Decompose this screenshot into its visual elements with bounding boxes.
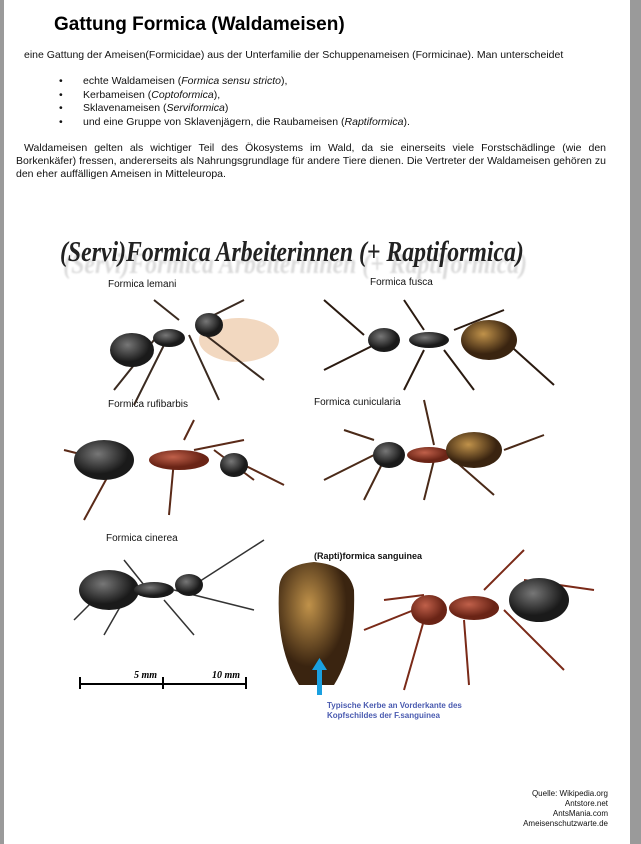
ant-lemani xyxy=(110,300,279,405)
subgenus-list xyxy=(59,75,410,129)
scale-tick xyxy=(162,677,164,689)
ant-fusca xyxy=(324,300,554,390)
list-item: • echte Waldameisen (Formica sensu stricto), xyxy=(59,75,410,89)
species-label: Formica rufibarbis xyxy=(108,399,189,410)
list-item: • Sklavenameisen (Serviformica) xyxy=(59,102,410,116)
page-title: Gattung Formica (Waldameisen) xyxy=(54,14,345,35)
species-label: Formica fusca xyxy=(370,277,433,288)
scale-label-5mm: 5 mm xyxy=(134,670,158,681)
ant-sanguinea xyxy=(364,550,594,690)
species-label: Formica lemani xyxy=(108,279,177,290)
species-label: Formica cinerea xyxy=(106,533,178,544)
scale-tick xyxy=(245,677,247,689)
ant-cunicularia xyxy=(324,400,544,500)
scale-tick xyxy=(79,677,81,689)
paragraph-2: Waldameisen gelten als wichtiger Teil des Ökosystems im Wald, da sie einerseits viele Forstschädlinge (wie den Borkenkäfer) fressen, andererseits als Nahrungsgrundlage für andere Tiere dienen. Die Vertreter der Waldameisen gehören zu den eher auffälligen Ameisen in Mitteleuropa. xyxy=(16,142,606,180)
head-closeup-sanguinea xyxy=(279,562,355,695)
list-item: • und eine Gruppe von Sklavenjägern, die Raubameisen (Raptiformica). xyxy=(59,116,410,130)
species-label: (Rapti)formica sanguinea xyxy=(314,551,423,561)
figure-heading: (Servi)Formica Arbeiterinnen (+ Raptiformica) xyxy=(60,236,524,268)
head-annotation: Typische Kerbe an Vorderkante des Kopfschildes der F.sanguinea xyxy=(327,701,462,720)
sources: Quelle: Wikipedia.org Antstore.net AntsMania.com Ameisenschutzwarte.de xyxy=(523,789,608,828)
document-page xyxy=(4,0,630,844)
list-item: • Kerbameisen (Coptoformica), xyxy=(59,89,410,103)
ant-rufibarbis xyxy=(64,420,284,520)
intro-paragraph: eine Gattung der Ameisen(Formicidae) aus der Unterfamilie der Schuppenameisen (Formicinae). Man unterscheidet xyxy=(24,49,564,61)
scale-label-10mm: 10 mm xyxy=(212,670,241,681)
ant-cinerea xyxy=(74,540,264,635)
ant-photos xyxy=(4,290,630,710)
species-label: Formica cunicularia xyxy=(314,397,401,408)
